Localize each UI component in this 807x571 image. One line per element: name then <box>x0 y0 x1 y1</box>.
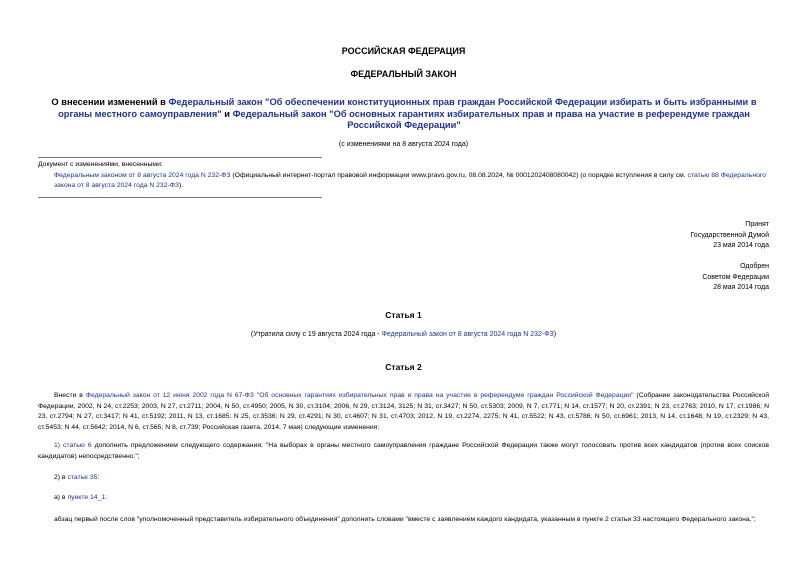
article-35-link[interactable]: статье 35 <box>67 474 98 481</box>
repeal-note-prefix: (Утратила силу с 19 августа 2024 года - <box>250 331 382 338</box>
repeal-note-suffix: ) <box>553 331 557 338</box>
changes-block <box>38 160 772 192</box>
adopted-date: 23 мая 2014 года <box>713 242 769 249</box>
country-heading: РОССИЙСКАЯ ФЕДЕРАЦИЯ <box>341 46 466 56</box>
point-14-1-link[interactable]: пункте 14_1 <box>67 494 106 501</box>
article-2-item-2 <box>38 473 785 484</box>
adoption-block <box>569 220 769 252</box>
article-2-amendment-text: абзац первый после слов "уполномоченный представитель избирательного объединения" дополнить словами "вместе с заявлением каждого кандидата, указанным в пункте 2 статьи 33 настоящего Федерального закона,"; <box>54 516 756 523</box>
changes-heading: Документ с изменениями, внесенными: <box>38 161 163 168</box>
changes-entry <box>38 171 772 192</box>
changes-divider-top <box>38 157 322 158</box>
amending-law-link[interactable]: Федеральным законом от 8 августа 2024 года N 232-ФЗ <box>54 171 231 179</box>
item-2-suffix: : <box>97 474 100 481</box>
approved-body: Советом Федерации <box>702 273 769 281</box>
article-6-link[interactable]: 1) статью 6 <box>54 442 92 449</box>
changes-source-text: (Официальный интернет-портал правовой информации www.pravo.gov.ru, 08.08.2024, № 0001202408080042) (о порядке вступления в силу см. <box>230 171 688 179</box>
title-conjunction: и <box>221 108 233 119</box>
effective-date-article-link[interactable]: статью 88 Федерального закона от 8 августа 2024 года N 232-ФЗ <box>54 171 766 189</box>
subitem-a-prefix: а) в <box>54 494 68 501</box>
title-prefix: О внесении изменений в <box>51 97 169 107</box>
repealing-law-link[interactable]: Федеральный закон от 8 августа 2024 года N 232-ФЗ <box>381 331 554 338</box>
law-67-fz-link[interactable]: Федеральный закон от 12 июня 2002 года N 67-ФЗ "Об основных гарантиях избирательных прав и права на участие в референдуме граждан Российской Федерации" <box>85 392 634 399</box>
approval-block <box>569 262 769 294</box>
adopted-body: Государственной Думой <box>690 231 769 239</box>
title-law-link-1[interactable]: Федеральный закон "Об обеспечении конституционных прав граждан Российской Федерации избирать и быть избранными в органы местного самоуправления" <box>58 97 757 119</box>
item-1-text: дополнить предложением следующего содержания: "На выборах в органы местного самоуправления граждане Российской Федерации также могут голосовать против всех кандидатов (против всех списков кандидатов) непосредственно."; <box>38 442 769 460</box>
adopted-label: Принят <box>745 221 769 228</box>
subitem-a-suffix: : <box>105 494 108 501</box>
article-2-item-1 <box>38 441 769 462</box>
approved-date: 28 мая 2014 года <box>713 284 769 291</box>
edition-note: (с изменениями на 8 августа 2024 года) <box>338 141 469 148</box>
article-2-title: Статья 2 <box>385 362 422 372</box>
changes-closing-text: ). <box>179 182 184 189</box>
document-title <box>40 97 768 132</box>
title-law-link-2[interactable]: Федеральный закон "Об основных гарантиях избирательных прав и права на участие в референдуме граждан Российской Федерации" <box>232 108 750 130</box>
item-2-prefix: 2) в <box>54 474 68 481</box>
approved-label: Одобрен <box>740 263 769 270</box>
intro-citations: (Собрание законодательства Российской Федерации, 2002, N 24, ст.2253; 2003, N 27, ст.2711; 2004, N 50, ст.4950; 2005, N 30, ст.3104; 2006, N 29, ст.3124, 3125; N 31, ст.3427; N 50, ст.5303; 2009, N 7, ст.771; N 14, ст.1577; N 20, ст.2391; N 23, ст.2763; 2010, N 17, ст.1986; N 23, ст.2794; N 27, ст.3417; N 41, ст.5192; 2011, N 13, ст.1685; N 25, ст.3536; N 29, ст.4291; N 30, ст.4607; N 31, ст.4703; 2012, N 19, ст.2274, 2275; N 41, ст.5522; N 43, ст.5786; N 50, ст.6961; 2013, N 14, ст.1648; N 19, ст.2329; N 43, ст.5453; N 44, ст.5642; 2014, N 6, ст.565; N 8, ст.739; Российская газета, 2014, 7 мая) следующие изменения: <box>38 392 770 431</box>
intro-prefix: Внести в <box>54 392 86 399</box>
article-2-paragraph-intro <box>38 391 769 433</box>
changes-divider-bottom <box>38 197 322 198</box>
article-1-repeal-note <box>0 331 807 338</box>
article-1-title: Статья 1 <box>385 310 422 320</box>
article-2-subitem-a <box>38 493 785 504</box>
document-type-heading: ФЕДЕРАЛЬНЫЙ ЗАКОН <box>350 69 457 79</box>
